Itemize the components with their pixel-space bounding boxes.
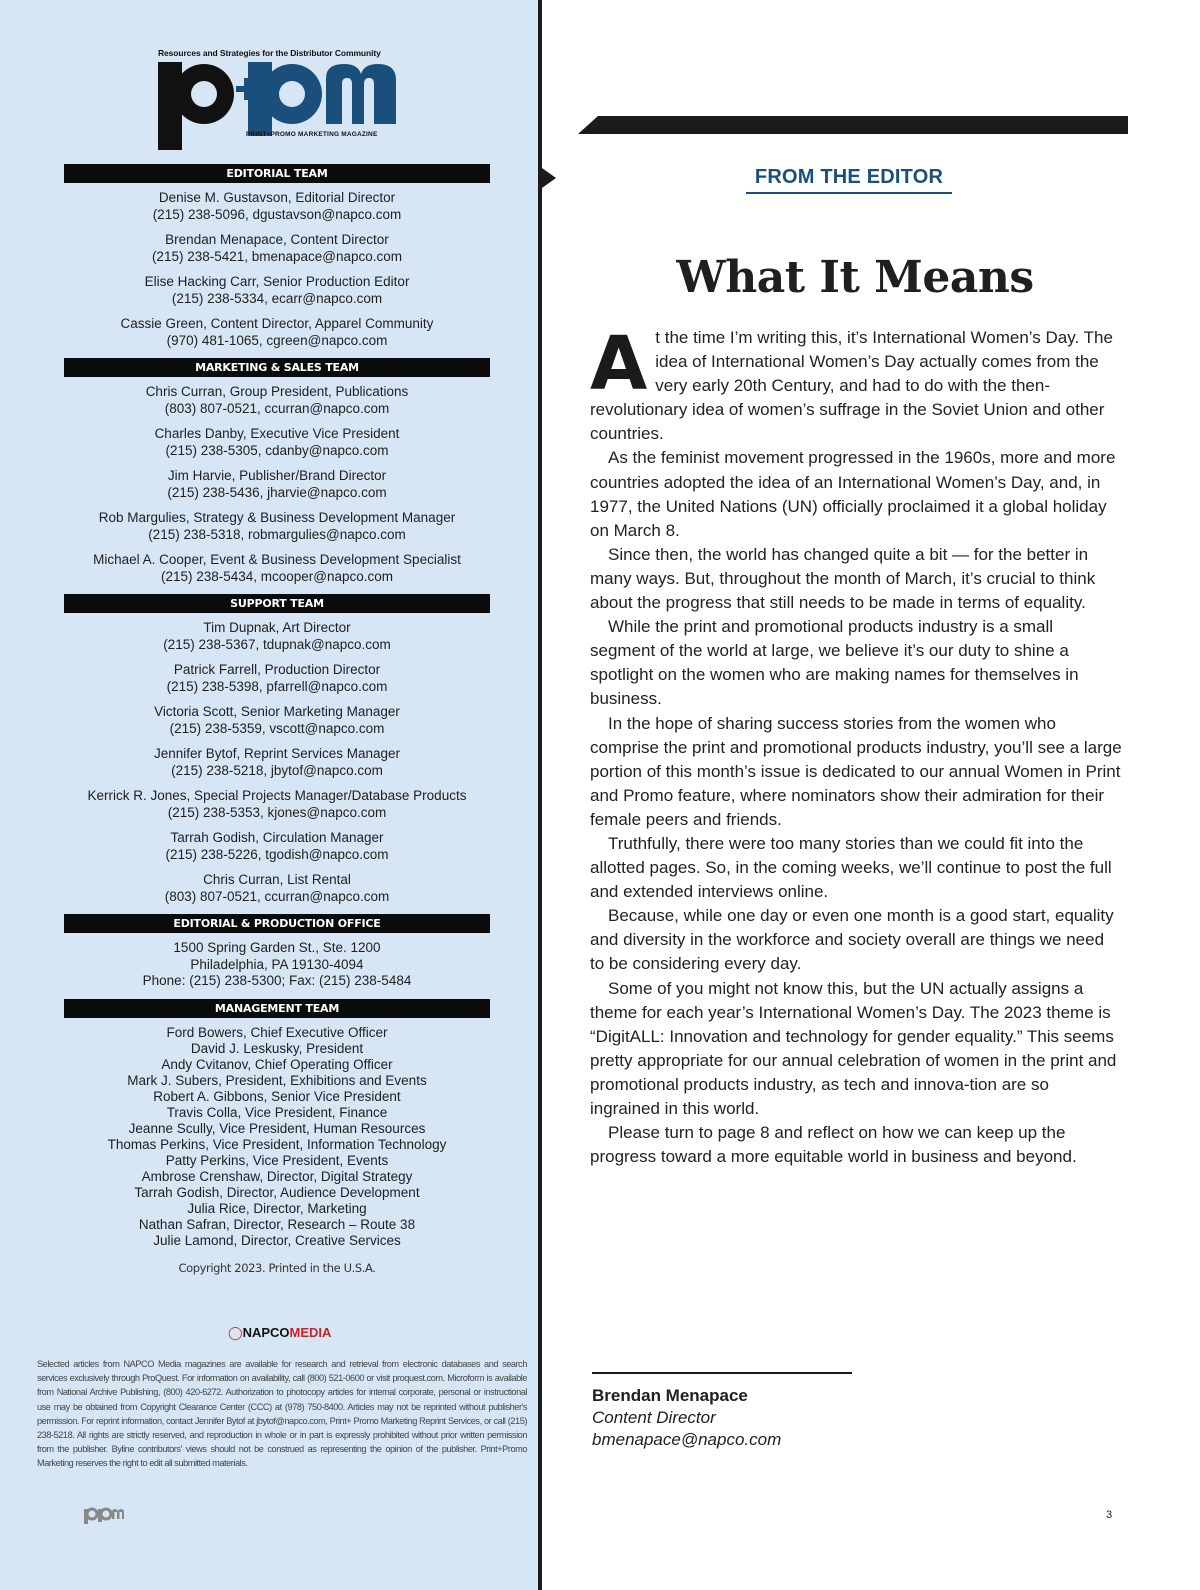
staff-entry-line: Jim Harvie, Publisher/Brand Director: [167, 468, 387, 483]
divider-pointer-icon: [542, 168, 556, 188]
management-person: Ambrose Crenshaw, Director, Digital Strategy: [141, 1168, 413, 1184]
article-paragraph-text: Please turn to page 8 and reflect on how we can keep up the progress toward a more equitable world in business and beyond.: [590, 1123, 1077, 1167]
napco-logo-suffix: MEDIA: [289, 1325, 332, 1340]
staff-entry-line: (215) 238-5359, vscott@napco.com: [169, 720, 385, 736]
staff-entry-line: Phone: (215) 238-5300; Fax: (215) 238-5484: [142, 973, 412, 988]
management-person: Julia Rice, Director, Marketing: [187, 1200, 367, 1216]
staff-entry: [64, 788, 490, 821]
staff-entry-line: (215) 238-5305, cdanby@napco.com: [165, 442, 389, 458]
management-person: Thomas Perkins, Vice President, Information Technology: [107, 1136, 447, 1152]
copyright-notice: Copyright 2023. Printed in the U.S.A.: [178, 1260, 376, 1275]
staff-entry-line: (215) 238-5096, dgustavson@napco.com: [152, 206, 402, 222]
management-person: Travis Colla, Vice President, Finance: [166, 1104, 388, 1120]
napco-media-logo: [228, 1325, 331, 1341]
staff-entry: [64, 872, 490, 905]
staff-entry-line: (215) 238-5226, tgodish@napco.com: [165, 846, 389, 862]
staff-entry: [64, 384, 490, 417]
article-paragraph-text: While the print and promotional products industry is a small segment of the world at large, we believe it’s our duty to shine a spotlight on the women who are making names for themselves in business.: [590, 617, 1079, 709]
article-paragraph: [590, 321, 1122, 446]
logo-tagline: Resources and Strategies for the Distributor Community: [158, 48, 381, 58]
article-paragraph-text: Since then, the world has changed quite a bit — for the better in many ways. But, throughout the month of March, it’s crucial to think about the progress that still needs to be made in terms of equality.: [590, 544, 1096, 613]
staff-entry: [64, 232, 490, 265]
staff-entry: [64, 940, 490, 990]
article-paragraph: [590, 615, 1122, 711]
staff-entry-line: Brendan Menapace, Content Director: [165, 232, 389, 247]
masthead-sections: [64, 164, 490, 1275]
staff-entry-line: (215) 238-5334, ecarr@napco.com: [171, 290, 383, 306]
staff-entry-line: (215) 238-5421, bmenapace@napco.com: [151, 248, 403, 264]
section-heading: EDITORIAL TEAM: [64, 164, 490, 183]
management-list: [64, 1025, 490, 1249]
staff-entry-line: (215) 238-5353, kjones@napco.com: [167, 804, 387, 820]
management-person: Ford Bowers, Chief Executive Officer: [166, 1024, 388, 1040]
staff-entry-line: (215) 238-5434, mcooper@napco.com: [160, 568, 394, 584]
article-paragraph-text: Truthfully, there were too many stories than we could fit into the allotted pages. So, in the coming weeks, we’ll continue to post the full and extended interviews online.: [590, 833, 1112, 902]
section-heading: MANAGEMENT TEAM: [64, 999, 490, 1018]
staff-entry-line: Victoria Scott, Senior Marketing Manager: [154, 704, 400, 719]
staff-entry: [64, 704, 490, 737]
staff-entry-line: Tarrah Godish, Circulation Manager: [170, 830, 384, 845]
staff-entry-line: Kerrick R. Jones, Special Projects Manager/Database Products: [87, 788, 467, 803]
drop-cap: A: [590, 321, 648, 407]
legal-notice: Selected articles from NAPCO Media magazines are available for research and retrieval from electronic databases and search services exclusively through ProQuest. For information on availability, call (800) 521-0600 or visit proquest.com. Microform is available from National Archive Publishing, (800) 420-6272. Authorization to photocopy articles for internal corporate, personal or instructional use may be obtained from Copyright Clearance Center (CCC) at (978) 750-8400. Articles may not be reprinted without publisher's permission. For reprint information, contact Jennifer Bytof at jbytof@napco.com, Print+ Promo Marketing Reprint Services, or call (215) 238-5218. All rights are strictly reserved, and reproduction in whole or in part is expressly prohibited without prior written permission from the publisher. Byline contributors' views should not be construed as representing the opinion of the publisher. Print+Promo Marketing reserves the right to edit all submitted materials.: [37, 1359, 527, 1469]
staff-entry: [64, 274, 490, 307]
management-person: Mark J. Subers, President, Exhibitions and Events: [127, 1072, 427, 1088]
staff-entry-line: Philadelphia, PA 19130-4094: [190, 956, 364, 972]
staff-entry-line: Chris Curran, Group President, Publications: [145, 384, 409, 399]
section-kicker: FROM THE EDITOR: [754, 166, 944, 188]
staff-entry-line: Patrick Farrell, Production Director: [173, 662, 381, 677]
column-divider: [538, 0, 542, 1590]
staff-entry: [64, 316, 490, 349]
section-heading: SUPPORT TEAM: [64, 594, 490, 613]
management-person: Jeanne Scully, Vice President, Human Resources: [128, 1120, 426, 1136]
logo-subtitle: PRINT+PROMO MARKETING MAGAZINE: [246, 131, 378, 138]
article-paragraph: [590, 543, 1122, 615]
management-person: Nathan Safran, Director, Research – Route 38: [138, 1216, 416, 1232]
napco-logo-ring-icon: ◯: [228, 1325, 243, 1340]
signature-rule: [592, 1372, 852, 1374]
staff-entry: [64, 746, 490, 779]
section-heading: MARKETING & SALES TEAM: [64, 358, 490, 377]
staff-entry-line: (803) 807-0521, ccurran@napco.com: [164, 888, 390, 904]
staff-entry-line: 1500 Spring Garden St., Ste. 1200: [173, 940, 381, 955]
staff-entry: [64, 426, 490, 459]
footer-ppm-logo: [84, 1507, 124, 1525]
staff-entry-line: Cassie Green, Content Director, Apparel Community: [120, 316, 434, 331]
article-paragraph: [590, 1121, 1122, 1169]
staff-entry-line: Chris Curran, List Rental: [203, 872, 351, 887]
management-person: Patty Perkins, Vice President, Events: [165, 1152, 389, 1168]
article-headline: What It Means: [676, 252, 1034, 303]
staff-entry-line: Charles Danby, Executive Vice President: [154, 426, 400, 441]
signature-title: Content Director: [592, 1408, 716, 1427]
page-number: 3: [1106, 1509, 1113, 1521]
management-person: Andy Cvitanov, Chief Operating Officer: [161, 1056, 393, 1072]
napco-logo-prefix: NAPCO: [242, 1325, 290, 1340]
article-paragraph: [590, 904, 1122, 976]
kicker-underline: [746, 192, 952, 194]
article-paragraph: [590, 446, 1122, 542]
staff-entry-line: (215) 238-5436, jharvie@napco.com: [167, 484, 387, 500]
staff-entry: [64, 620, 490, 653]
ppm-logo: [158, 48, 398, 156]
article-paragraph-text: As the feminist movement progressed in the 1960s, more and more countries adopted the idea of an International Women’s Day, and, in 1977, the United Nations (UN) officially proclaimed it a global holiday on March 8.: [590, 448, 1116, 540]
management-person: Tarrah Godish, Director, Audience Development: [134, 1184, 420, 1200]
staff-entry: [64, 830, 490, 863]
staff-entry-line: (970) 481-1065, cgreen@napco.com: [166, 332, 388, 348]
staff-entry-line: Elise Hacking Carr, Senior Production Editor: [144, 274, 410, 289]
article-paragraph-text: t the time I’m writing this, it’s International Women’s Day. The idea of International Women’s Day actually comes from the very early 20th Century, and had to do with the then-revolutionary idea of women’s suffrage in the Soviet Union and other countries.: [590, 328, 1113, 444]
article-paragraph: [590, 977, 1122, 1122]
article-paragraph-text: In the hope of sharing success stories from the women who comprise the print and promotional products industry, you’ll see a large portion of this month’s issue is dedicated to our annual Women in Print and Promo feature, where nominators show their admiration for their female peers and friends.: [590, 713, 1122, 829]
staff-entry-line: (215) 238-5218, jbytof@napco.com: [171, 762, 383, 778]
article-paragraph: [590, 712, 1122, 832]
management-person: David J. Leskusky, President: [190, 1040, 364, 1056]
management-person: Julie Lamond, Director, Creative Services: [153, 1232, 401, 1248]
staff-entry-line: Tim Dupnak, Art Director: [203, 620, 351, 635]
staff-entry-line: Jennifer Bytof, Reprint Services Manager: [153, 746, 401, 761]
signature-name: Brendan Menapace: [592, 1386, 748, 1405]
staff-entry-line: (215) 238-5367, tdupnak@napco.com: [163, 636, 391, 652]
signature-email: bmenapace@napco.com: [592, 1430, 782, 1449]
article-paragraph-text: Because, while one day or even one month is a good start, equality and diversity in the workforce and society overall are things we need to be considering every day.: [590, 906, 1114, 974]
article-body: [590, 321, 1122, 1169]
staff-entry-line: Denise M. Gustavson, Editorial Director: [158, 190, 396, 205]
staff-entry-line: Rob Margulies, Strategy & Business Development Manager: [98, 510, 456, 525]
staff-entry: [64, 552, 490, 585]
staff-entry-line: (215) 238-5398, pfarrell@napco.com: [166, 678, 388, 694]
ppm-logo-mark: [158, 58, 398, 154]
staff-entry-line: (803) 807-0521, ccurran@napco.com: [164, 400, 390, 416]
staff-entry: [64, 662, 490, 695]
staff-entry-line: Michael A. Cooper, Event & Business Development Specialist: [93, 552, 461, 567]
staff-entry-line: (215) 238-5318, robmargulies@napco.com: [148, 526, 406, 542]
management-person: Robert A. Gibbons, Senior Vice President: [153, 1088, 401, 1104]
article-paragraph: [590, 832, 1122, 904]
staff-entry: [64, 510, 490, 543]
staff-entry: [64, 468, 490, 501]
masthead-sidebar: [0, 0, 538, 1590]
header-band: [578, 116, 1128, 134]
section-heading: EDITORIAL & PRODUCTION OFFICE: [64, 914, 490, 933]
article-paragraph-text: Some of you might not know this, but the UN actually assigns a theme for each year’s International Women’s Day. The 2023 theme is “DigitALL: Innovation and technology for gender equality.” This seems pretty appropriate for our annual celebration of women in the print and promotional products industry, as tech and innova-tion are so ingrained in this world.: [590, 978, 1117, 1118]
staff-entry: [64, 190, 490, 223]
